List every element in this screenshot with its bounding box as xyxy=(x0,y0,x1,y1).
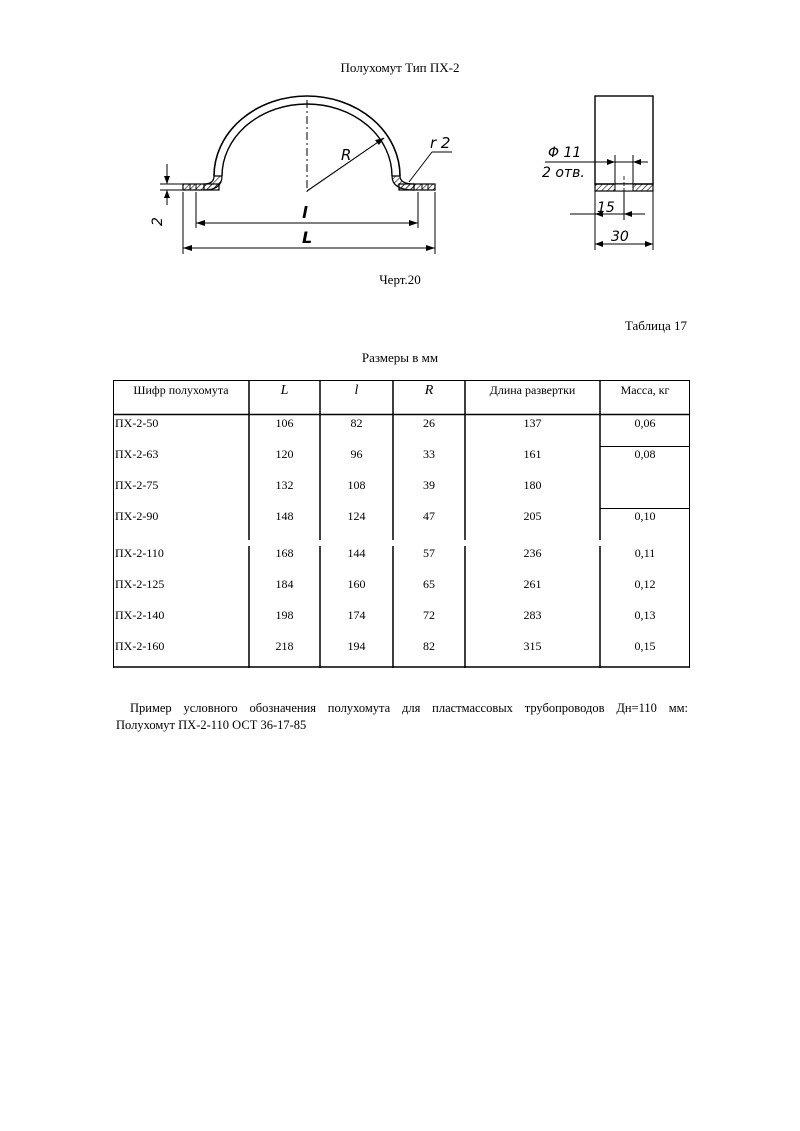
table-cell-mass: 0,12 xyxy=(634,577,656,591)
col-header-L: L xyxy=(280,383,289,398)
table-cell-R: 57 xyxy=(423,546,435,560)
table-cell-code: ПХ-2-90 xyxy=(115,509,159,523)
table-cell-length: 236 xyxy=(523,546,542,560)
dim-30-label: 30 xyxy=(611,229,629,245)
table-cell-l: 108 xyxy=(347,478,366,492)
technical-drawing xyxy=(0,0,800,300)
dim-l-label: l xyxy=(302,203,308,222)
table-cell-code: ПХ-2-160 xyxy=(115,639,165,653)
table-cell-length: 315 xyxy=(523,639,542,653)
col-header-mass: Масса, кг xyxy=(620,383,670,397)
dim-L-label: L xyxy=(302,228,313,247)
table-cell-length: 283 xyxy=(523,608,542,622)
table-cell-code: ПХ-2-125 xyxy=(115,577,165,591)
col-header-R: R xyxy=(424,383,434,398)
table-cell-code: ПХ-2-63 xyxy=(115,447,159,461)
dim-15-label: 15 xyxy=(597,200,615,216)
drawing-caption: Черт.20 xyxy=(379,272,421,287)
table-cell-l: 124 xyxy=(347,509,366,523)
dim-thickness-label: 2 xyxy=(150,217,166,226)
table-cell-R: 33 xyxy=(423,447,435,461)
table-cell-length: 205 xyxy=(523,509,542,523)
table-cell-length: 180 xyxy=(523,478,542,492)
table-cell-L: 168 xyxy=(275,546,294,560)
col-header-length: Длина развертки xyxy=(489,383,576,397)
table-cell-R: 72 xyxy=(423,608,435,622)
table-cell-l: 144 xyxy=(347,546,366,560)
table-cell-R: 47 xyxy=(423,509,435,523)
table-cell-l: 174 xyxy=(347,608,366,622)
table-cell-code: ПХ-2-110 xyxy=(115,546,164,560)
table-cell-mass: 0,15 xyxy=(634,639,656,653)
table-cell-L: 106 xyxy=(275,416,294,430)
table-number: Таблица 17 xyxy=(624,318,687,333)
table-cell-mass: 0,10 xyxy=(634,509,656,523)
example-designation: Полухомут ПХ-2-110 ОСТ 36-17-85 xyxy=(116,718,307,732)
table-cell-mass: 0,06 xyxy=(634,416,656,430)
table-cell-l: 96 xyxy=(350,447,363,461)
designation-example xyxy=(116,700,688,734)
table-cell-L: 132 xyxy=(275,478,294,492)
table-cell-L: 184 xyxy=(275,577,294,591)
table-cell-L: 218 xyxy=(275,639,294,653)
table-cell-code: ПХ-2-140 xyxy=(115,608,165,622)
table-cell-code: ПХ-2-50 xyxy=(115,416,159,430)
col-header-code: Шифр полухомута xyxy=(133,383,229,397)
table-cell-mass: 0,11 xyxy=(634,546,656,560)
radius-label: R xyxy=(341,146,352,164)
table-cell-code: ПХ-2-75 xyxy=(115,478,159,492)
table-cell-mass: 0,13 xyxy=(634,608,656,622)
table-cell-length: 161 xyxy=(523,447,542,461)
table-cell-length: 137 xyxy=(523,416,542,430)
example-text: Пример условного обозначения полухомута для пластмассовых трубопроводов Дн=110 мм: xyxy=(130,701,688,715)
table-cell-L: 198 xyxy=(275,608,294,622)
table-cell-R: 26 xyxy=(423,416,435,430)
table-cell-l: 194 xyxy=(347,639,366,653)
col-header-l: l xyxy=(354,383,359,398)
page-title: Полухомут Тип ПХ-2 xyxy=(340,60,460,75)
hole-diameter-label: Φ 11 xyxy=(548,145,582,161)
table-cell-l: 82 xyxy=(350,416,363,430)
holes-count-label: 2 отв. xyxy=(542,165,585,181)
table-cell-R: 65 xyxy=(423,577,435,591)
fillet-radius-label: r 2 xyxy=(430,134,451,152)
table-cell-R: 39 xyxy=(423,478,435,492)
table-cell-R: 82 xyxy=(423,639,435,653)
table-cell-L: 148 xyxy=(275,509,294,523)
table-cell-length: 261 xyxy=(523,577,542,591)
table-cell-L: 120 xyxy=(275,447,294,461)
table-cell-l: 160 xyxy=(347,577,366,591)
dimensions-table xyxy=(113,380,690,668)
units-note: Размеры в мм xyxy=(361,350,439,365)
table-cell-mass: 0,08 xyxy=(634,447,656,461)
